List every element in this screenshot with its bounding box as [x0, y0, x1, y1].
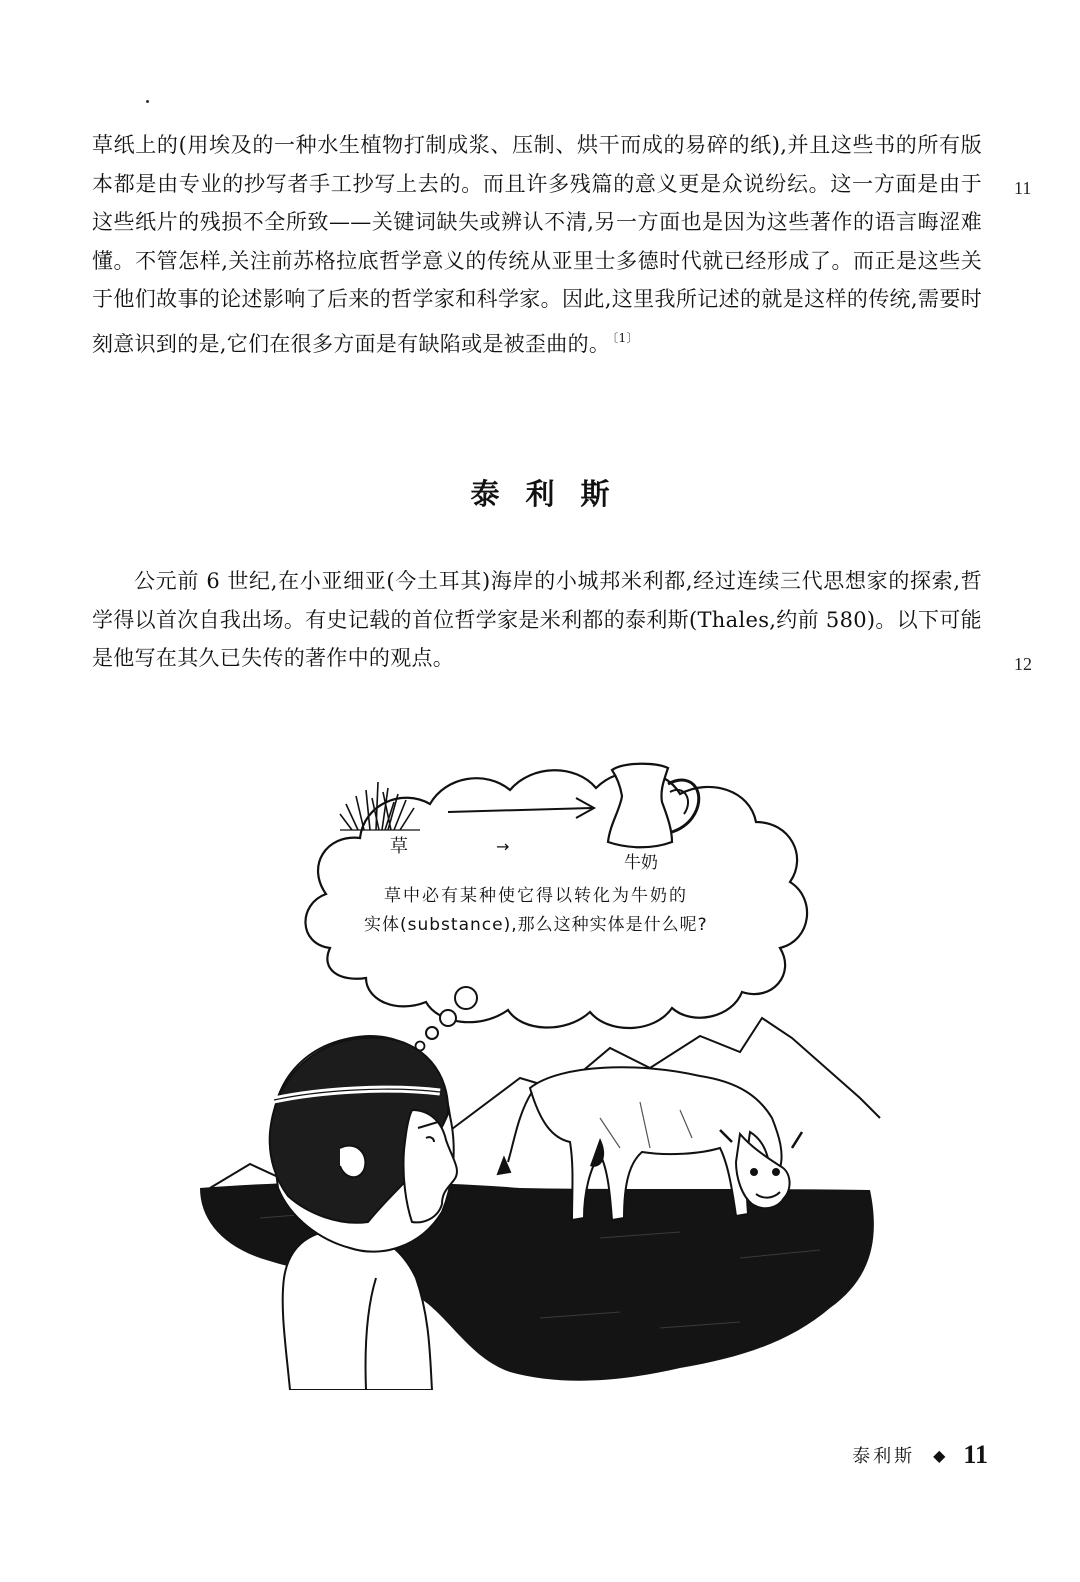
label-milk: 牛奶	[624, 853, 658, 873]
thales-figure	[270, 1036, 457, 1390]
margin-page-number-12: 12	[1014, 654, 1032, 674]
label-grass: 草	[390, 836, 408, 857]
page-number: 11	[963, 1440, 988, 1469]
body-paragraph-1	[92, 126, 982, 363]
thought-bubble-1	[455, 987, 477, 1009]
margin-page-number-11: 11	[1014, 178, 1032, 198]
thought-bubble-3	[426, 1027, 438, 1039]
running-title: 泰利斯	[852, 1446, 916, 1467]
label-arrow: →	[496, 837, 510, 856]
section-title: 泰利斯	[470, 477, 636, 511]
caption-line-1: 草中必有某种使它得以转化为牛奶的	[384, 886, 688, 906]
diamond-separator-icon: ◆	[933, 1445, 946, 1465]
paragraph-1-text: 草纸上的(用埃及的一种水生植物打制成浆、压制、烘干而成的易碎的纸),并且这些书的所有版本都是由专业的抄写者手工抄写上去的。而且许多残篇的意义更是众说纷纭。这一方面是由于这些纸片的残损不全所致——关键词缺失或辨认不清,另一方面也是因为这些著作的语言晦涩难懂。不管怎样,关注前苏格拉底哲学意义的传统从亚里士多德时代就已经形成了。而正是这些关于他们故事的论述影响了后来的哲学家和科学家。因此,这里我所记述的就是这样的传统,需要时刻意识到的是,它们在很多方面是有缺陷或是被歪曲的。	[92, 133, 982, 356]
print-speck	[146, 100, 149, 103]
page-footer	[852, 1440, 988, 1470]
thought-bubble-2	[440, 1010, 456, 1026]
body-paragraph-2: 公元前 6 世纪,在小亚细亚(今土耳其)海岸的小城邦米利都,经过连续三代思想家的探索,哲学得以首次自我出场。有史记载的首位哲学家是米利都的泰利斯(Thales,约前 580)。以下可能是他写在其久已失传的著作中的观点。	[92, 569, 982, 670]
thales-illustration	[180, 718, 900, 1390]
caption-line-2: 实体(substance),那么这种实体是什么呢?	[364, 915, 708, 935]
footnote-reference[interactable]: 〔1〕	[612, 330, 639, 345]
